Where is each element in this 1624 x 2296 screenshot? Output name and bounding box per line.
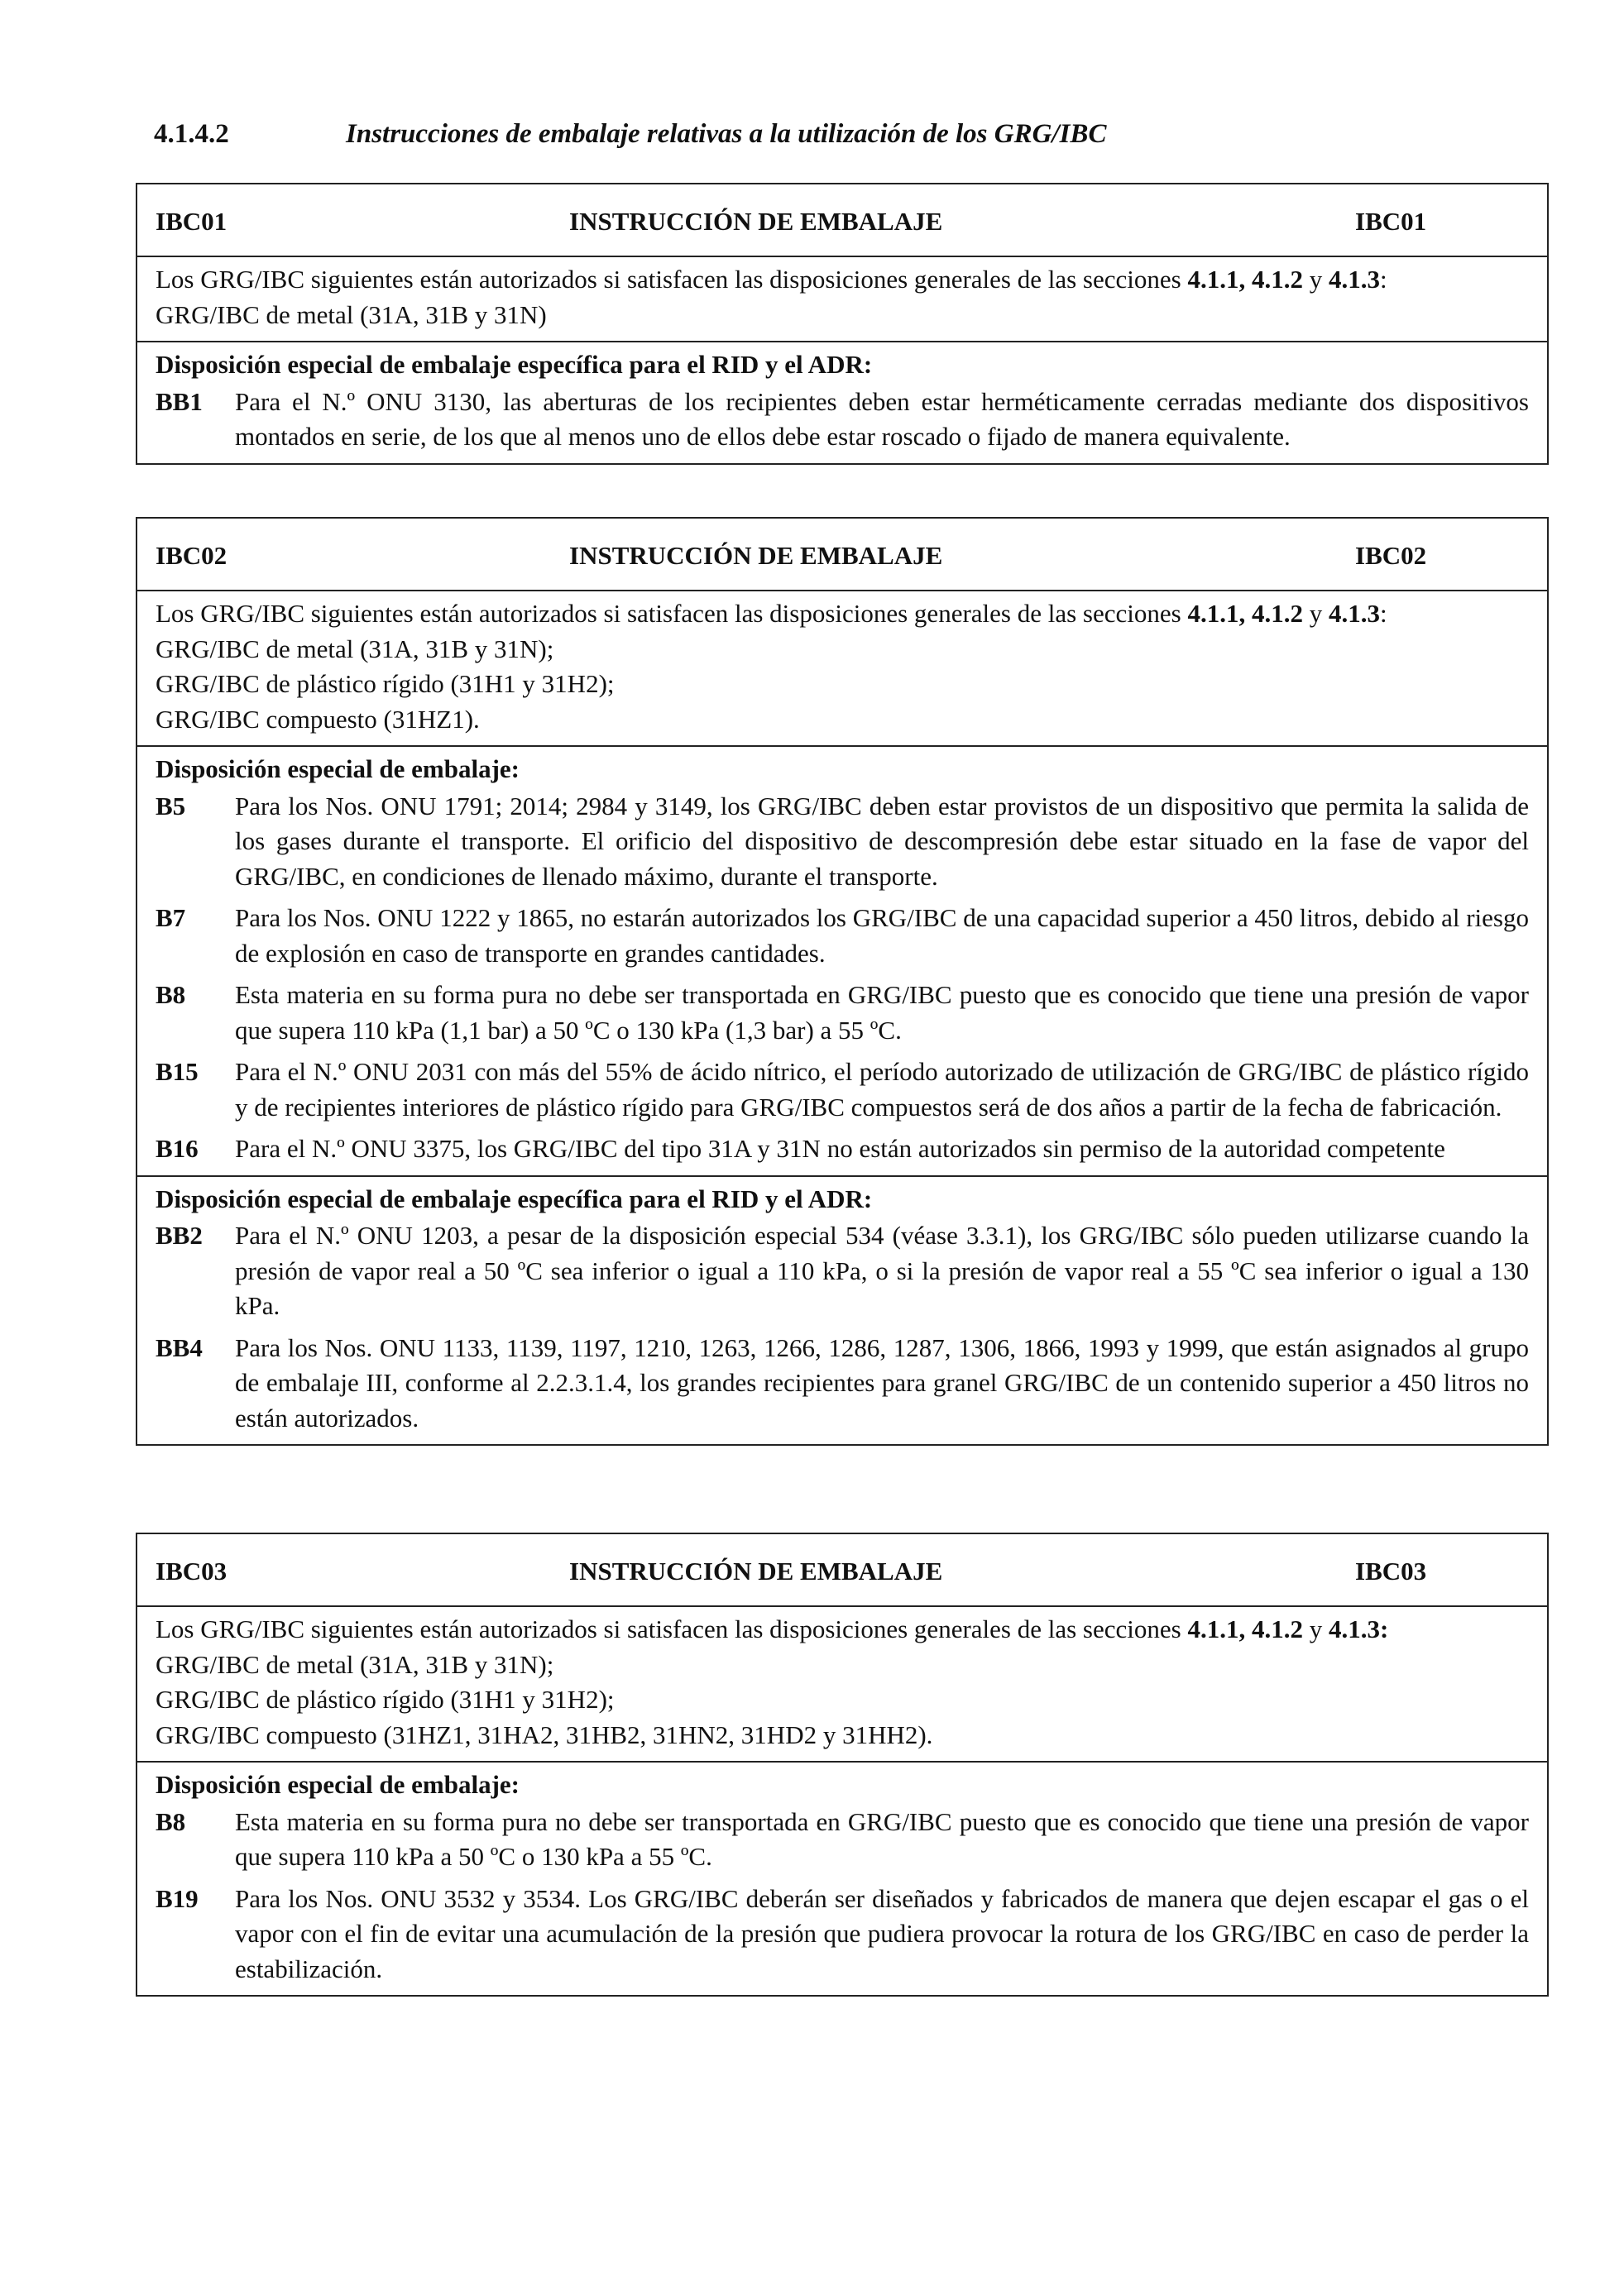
provision-item <box>156 1805 1529 1875</box>
instruction-code-left: IBC01 <box>156 207 228 236</box>
ibc-type: GRG/IBC de metal (31A, 31B y 31N); <box>156 634 554 663</box>
instruction-header <box>137 184 1547 256</box>
provision-item <box>156 978 1529 1048</box>
ibc-type: GRG/IBC de metal (31A, 31B y 31N) <box>156 299 547 329</box>
instruction-table-ibc02 <box>136 517 1549 1446</box>
provision-item <box>156 1055 1529 1125</box>
instruction-table-ibc01 <box>136 183 1549 465</box>
instruction-title: INSTRUCCIÓN DE EMBALAJE <box>569 541 943 570</box>
instruction-title: INSTRUCCIÓN DE EMBALAJE <box>569 207 943 236</box>
instruction-code-right: IBC02 <box>1355 541 1427 570</box>
provision-code: B7 <box>156 903 186 932</box>
provision-text: Esta materia en su forma pura no debe ser transportada en GRG/IBC puesto que es conocido que tiene una presión de vapor que supera 110 kPa a 50 ºC o 130 kPa a 55 ºC. <box>235 1806 1529 1871</box>
section-title: Instrucciones de embalaje relativas a la utilización de los GRG/IBC <box>346 119 1107 149</box>
ibc-type: GRG/IBC compuesto (31HZ1). <box>156 704 480 734</box>
provision-text: Para los Nos. ONU 1222 y 1865, no estarán autorizados los GRG/IBC de una capacidad superior a 450 litros, debido al riesgo de explosión en caso de transporte en grandes cantidades. <box>235 903 1529 968</box>
provision-text: Esta materia en su forma pura no debe ser transportada en GRG/IBC puesto que es conocido que tiene una presión de vapor que supera 110 kPa (1,1 bar) a 50 ºC o 130 kPa (1,3 bar) a 55 ºC. <box>235 980 1529 1045</box>
instruction-header <box>137 1534 1547 1605</box>
provision-item <box>156 385 1529 455</box>
special-provisions-title: Disposición especial de embalaje específica para el RID y el ADR: <box>156 350 873 379</box>
provision-item <box>156 901 1529 971</box>
provision-code: B8 <box>156 1806 186 1836</box>
provision-item <box>156 789 1529 895</box>
provision-code: BB4 <box>156 1332 203 1362</box>
authorized-ibc-section <box>137 1605 1547 1761</box>
ibc-type: GRG/IBC compuesto (31HZ1, 31HA2, 31HB2, 31HN2, 31HD2 y 31HH2). <box>156 1720 933 1749</box>
provision-text: Para el N.º ONU 1203, a pesar de la disposición especial 534 (véase 3.3.1), los GRG/IBC sólo pueden utilizarse cuando la presión de vapor real a 50 ºC sea inferior o igual a 110 kPa, o si la presión de vapor real a 55 ºC sea inferior o igual a 130 kPa. <box>235 1221 1529 1320</box>
provision-code: B5 <box>156 791 186 820</box>
rid-adr-provisions-section <box>137 1175 1547 1445</box>
provision-text: Para el N.º ONU 3130, las aberturas de los recipientes deben estar herméticamente cerradas mediante dos dispositivos montados en serie, de los que al menos uno de ellos debe estar roscado o fijado de manera equivalente. <box>235 386 1529 451</box>
provision-text: Para el N.º ONU 3375, los GRG/IBC del tipo 31A y 31N no están autorizados sin permiso de la autoridad competente <box>235 1134 1445 1163</box>
authorized-ibc-section <box>137 590 1547 745</box>
authorized-intro: Los GRG/IBC siguientes están autorizados si satisfacen las disposiciones generales de las secciones 4.1.1, 4.1.2 y 4.1.3: <box>156 265 1387 294</box>
provision-item <box>156 1331 1529 1437</box>
special-provisions-section <box>137 341 1547 463</box>
authorized-ibc-section <box>137 256 1547 341</box>
provision-item <box>156 1882 1529 1987</box>
special-provisions-section <box>137 745 1547 1175</box>
authorized-intro: Los GRG/IBC siguientes están autorizados si satisfacen las disposiciones generales de las secciones 4.1.1, 4.1.2 y 4.1.3: <box>156 1614 1389 1643</box>
provision-code: B15 <box>156 1057 199 1086</box>
instruction-table-ibc03 <box>136 1533 1549 1997</box>
provision-text: Para los Nos. ONU 1791; 2014; 2984 y 3149, los GRG/IBC deben estar provistos de un dispositivo que permita la salida de los gases durante el transporte. El orificio del dispositivo de descompresión debe estar situado en la fase de vapor del GRG/IBC, en condiciones de llenado máximo, durante el transporte. <box>235 791 1529 891</box>
instruction-header <box>137 519 1547 590</box>
instruction-code-left: IBC03 <box>156 1557 228 1586</box>
provision-code: BB2 <box>156 1221 203 1250</box>
special-provisions-title: Disposición especial de embalaje: <box>156 1770 520 1799</box>
provision-text: Para los Nos. ONU 3532 y 3534. Los GRG/IBC deberán ser diseñados y fabricados de manera que dejen escapar el gas o el vapor con el fin de evitar una acumulación de la presión que pudiera provocar la rotura de los GRG/IBC en caso de perder la estabilización. <box>235 1883 1529 1983</box>
special-provisions-section <box>137 1761 1547 1995</box>
ibc-type: GRG/IBC de plástico rígido (31H1 y 31H2); <box>156 669 615 698</box>
section-number: 4.1.4.2 <box>154 119 229 149</box>
provision-code: BB1 <box>156 386 203 416</box>
provision-code: B8 <box>156 980 186 1009</box>
instruction-code-left: IBC02 <box>156 541 228 570</box>
special-provisions-title: Disposición especial de embalaje específica para el RID y el ADR: <box>156 1184 873 1213</box>
provision-item <box>156 1131 1529 1167</box>
instruction-code-right: IBC03 <box>1355 1557 1427 1586</box>
ibc-type: GRG/IBC de metal (31A, 31B y 31N); <box>156 1649 554 1679</box>
ibc-type: GRG/IBC de plástico rígido (31H1 y 31H2); <box>156 1685 615 1714</box>
provision-text: Para el N.º ONU 2031 con más del 55% de ácido nítrico, el período autorizado de utilización de GRG/IBC de plástico rígido y de recipientes interiores de plástico rígido para GRG/IBC compuestos será de dos años a partir de la fecha de fabricación. <box>235 1057 1529 1122</box>
instruction-title: INSTRUCCIÓN DE EMBALAJE <box>569 1557 943 1586</box>
provision-text: Para los Nos. ONU 1133, 1139, 1197, 1210, 1263, 1266, 1286, 1287, 1306, 1866, 1993 y 1999, que están asignados al grupo de embalaje III, conforme al 2.2.3.1.4, los grandes recipientes para granel GRG/IBC de un contenido superior a 450 litros no están autorizados. <box>235 1332 1529 1433</box>
provision-code: B16 <box>156 1134 199 1163</box>
special-provisions-title: Disposición especial de embalaje: <box>156 754 520 783</box>
section-heading <box>154 114 1106 154</box>
provision-code: B19 <box>156 1883 199 1913</box>
provision-item <box>156 1218 1529 1324</box>
instruction-code-right: IBC01 <box>1355 207 1427 236</box>
authorized-intro: Los GRG/IBC siguientes están autorizados si satisfacen las disposiciones generales de las secciones 4.1.1, 4.1.2 y 4.1.3: <box>156 599 1387 628</box>
